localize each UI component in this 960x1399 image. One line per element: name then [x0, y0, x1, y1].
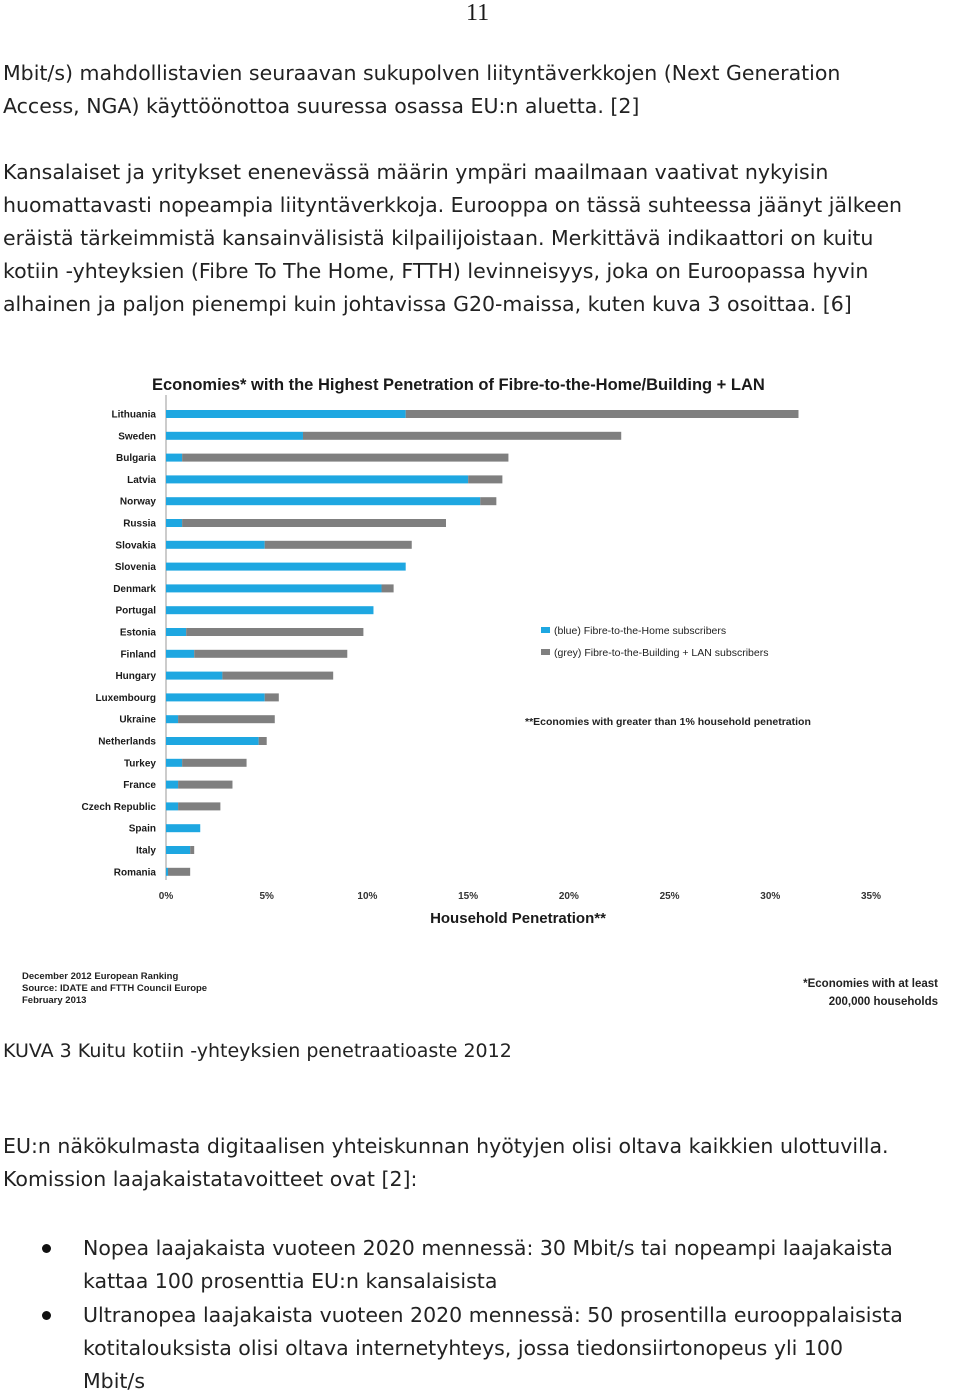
bar-fttb-lan	[303, 432, 621, 440]
x-tick-label: 20%	[558, 891, 579, 902]
bar-ftth	[166, 693, 265, 701]
bar-fttb-lan	[178, 781, 232, 789]
paragraph-line: Kansalaiset ja yritykset enenevässä määrin ympäri maailmaan vaativat nykyisin	[3, 160, 829, 184]
paragraph-ftth	[3, 156, 958, 321]
bar-ftth	[166, 475, 468, 483]
bar-fttb-lan	[468, 475, 502, 483]
category-label: Hungary	[115, 671, 156, 683]
bullet-line: Nopea laajakaista vuoteen 2020 mennessä: 30 Mbit/s tai nopeampi laajakaista	[83, 1236, 893, 1260]
bullet-item	[0, 1232, 960, 1298]
source-line: Source: IDATE and FTTH Council Europe	[22, 983, 208, 994]
paragraph-line: Komission laajakaistatavoitteet ovat [2]:	[3, 1167, 418, 1191]
bar-fttb-lan	[178, 715, 275, 723]
x-tick-label: 5%	[259, 891, 274, 902]
footnote-line: *Economies with at least	[803, 978, 938, 990]
bar-ftth	[166, 737, 259, 745]
paragraph-intro	[3, 57, 958, 123]
x-tick-label: 10%	[357, 891, 378, 902]
bullet-list	[0, 1232, 960, 1399]
bar-ftth	[166, 628, 186, 636]
ftth-chart	[0, 355, 960, 1015]
category-label: Latvia	[127, 474, 156, 486]
category-label: Norway	[119, 496, 156, 508]
category-label: France	[123, 780, 156, 792]
bar-ftth	[166, 824, 200, 832]
bar-ftth	[166, 563, 406, 571]
x-tick-label: 15%	[458, 891, 479, 902]
footnote-line: 200,000 households	[828, 996, 938, 1008]
bar-fttb-lan	[186, 628, 363, 636]
bar-ftth	[166, 759, 182, 767]
category-label: Denmark	[113, 583, 156, 595]
source-line: December 2012 European Ranking	[22, 971, 179, 982]
bar-ftth	[166, 650, 194, 658]
bar-ftth	[166, 781, 178, 789]
paragraph-line: kotiin -yhteyksien (Fibre To The Home, FTTH) levinneisyys, joka on Euroopassa hyvin	[3, 259, 869, 283]
x-axis-title: Household Penetration**	[430, 910, 606, 927]
bar-fttb-lan	[265, 541, 412, 549]
paragraph-line: huomattavasti nopeampia liityntäverkkoja. Eurooppa on tässä suhteessa jäänyt jälkeen	[3, 193, 903, 217]
bar-ftth	[166, 519, 182, 527]
x-tick-label: 35%	[860, 891, 882, 902]
paragraph-line: Mbit/s) mahdollistavien seuraavan sukupolven liityntäverkkojen (Next Generation	[3, 61, 841, 85]
bar-fttb-lan	[406, 410, 799, 418]
bar-fttb-lan	[182, 454, 508, 462]
category-label: Finland	[120, 649, 156, 661]
category-label: Ukraine	[119, 714, 156, 726]
page-number: 11	[466, 0, 490, 26]
category-label: Turkey	[123, 758, 156, 770]
legend-swatch-ftth	[541, 627, 550, 633]
bar-ftth	[166, 454, 182, 462]
category-label: Slovakia	[115, 540, 156, 552]
chart-title: Economies* with the Highest Penetration of Fibre-to-the-Home/Building + LAN	[152, 376, 765, 394]
bar-ftth	[166, 802, 178, 810]
bullet-line: Mbit/s	[83, 1369, 146, 1393]
bar-ftth	[166, 606, 373, 614]
bar-ftth	[166, 497, 480, 505]
bar-fttb-lan	[182, 759, 246, 767]
bar-fttb-lan	[178, 802, 220, 810]
category-label: Bulgaria	[115, 453, 156, 465]
bar-fttb-lan	[182, 519, 446, 527]
bar-ftth	[166, 672, 222, 680]
category-label: Sweden	[118, 431, 156, 443]
category-label: Slovenia	[114, 562, 156, 574]
legend-label-fttb: (grey) Fibre-to-the-Building + LAN subscribers	[554, 647, 769, 659]
bullet-icon	[42, 1244, 51, 1253]
legend-label-ftth: (blue) Fibre-to-the-Home subscribers	[554, 625, 727, 637]
bullet-line: Ultranopea laajakaista vuoteen 2020 mennessä: 50 prosentilla eurooppalaisista	[83, 1303, 903, 1327]
bar-ftth	[166, 868, 168, 876]
source-line: February 2013	[22, 995, 87, 1006]
paragraph-line: Access, NGA) käyttöönottoa suuressa osassa EU:n aluetta. [2]	[3, 94, 640, 118]
bar-fttb-lan	[382, 584, 394, 592]
x-tick-label: 30%	[760, 891, 781, 902]
x-tick-label: 25%	[659, 891, 680, 902]
bar-ftth	[166, 410, 406, 418]
bullet-line: kotitalouksista olisi oltava internetyhteys, jossa tiedonsiirtonopeus yli 100	[83, 1336, 844, 1360]
paragraph-line: alhainen ja paljon pienempi kuin johtavissa G20-maissa, kuten kuva 3 osoittaa. [6]	[3, 292, 852, 316]
bullet-icon	[42, 1311, 51, 1320]
category-label: Russia	[123, 518, 156, 530]
bar-fttb-lan	[190, 846, 194, 854]
category-label: Lithuania	[111, 409, 156, 421]
bar-fttb-lan	[265, 693, 279, 701]
category-label: Portugal	[115, 605, 156, 617]
legend-swatch-fttb	[541, 649, 550, 655]
bar-ftth	[166, 432, 303, 440]
bar-fttb-lan	[222, 672, 333, 680]
x-tick-label: 0%	[158, 891, 174, 902]
category-label: Italy	[135, 845, 156, 857]
category-label: Romania	[113, 867, 156, 879]
category-label: Czech Republic	[81, 801, 156, 813]
bar-fttb-lan	[259, 737, 267, 745]
bar-ftth	[166, 584, 382, 592]
paragraph-line: EU:n näkökulmasta digitaalisen yhteiskunnan hyötyjen olisi oltava kaikkien ulottuvilla.	[3, 1134, 889, 1158]
bar-fttb-lan	[480, 497, 496, 505]
bar-ftth	[166, 715, 178, 723]
bar-ftth	[166, 541, 265, 549]
bullet-line: kattaa 100 prosenttia EU:n kansalaisista	[83, 1269, 498, 1293]
paragraph-line: eräistä tärkeimmistä kansainvälisistä kilpailijoistaan. Merkittävä indikaattori on kuitu	[3, 226, 874, 250]
category-label: Estonia	[119, 627, 156, 639]
category-label: Spain	[128, 823, 156, 835]
bullet-item	[0, 1299, 960, 1398]
category-label: Netherlands	[98, 736, 156, 748]
chart-note: **Economies with greater than 1% household penetration	[525, 716, 811, 728]
bar-ftth	[166, 846, 190, 854]
paragraph-goals	[3, 1130, 958, 1196]
chart-svg	[0, 355, 960, 1015]
bar-fttb-lan	[194, 650, 347, 658]
bar-fttb-lan	[168, 868, 190, 876]
category-label: Luxembourg	[95, 692, 156, 704]
figure-caption: KUVA 3 Kuitu kotiin -yhteyksien penetraatioaste 2012	[3, 1040, 512, 1062]
